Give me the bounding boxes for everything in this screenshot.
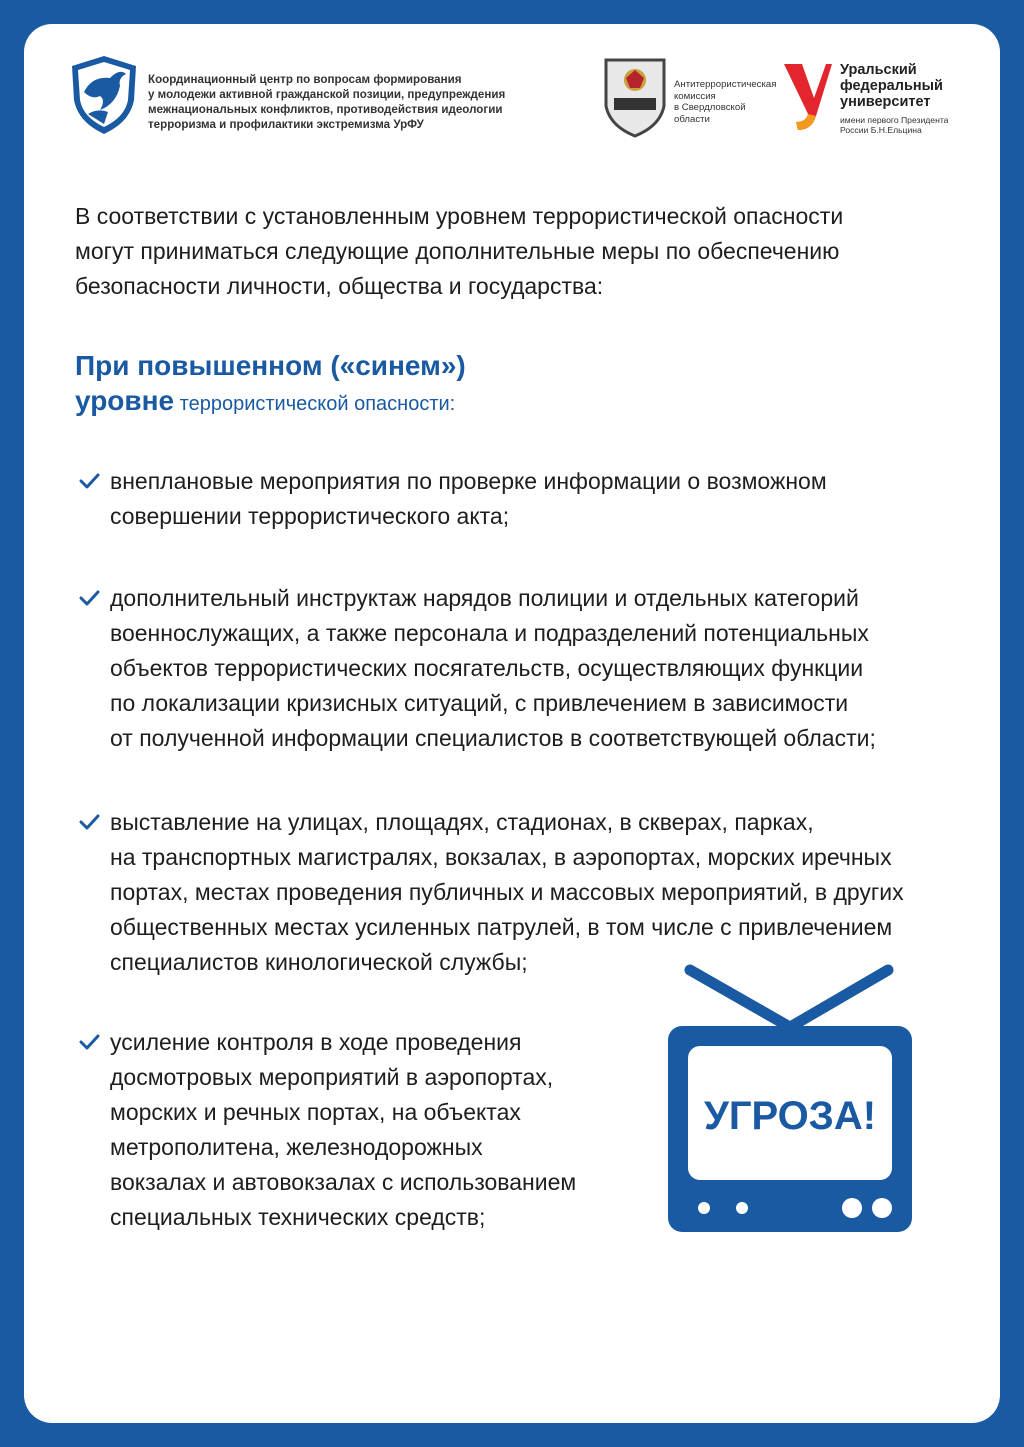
check-icon xyxy=(78,587,100,609)
list-item-line: специальных технических средств; xyxy=(110,1204,486,1230)
list-item-line: дополнительный инструктаж нарядов полиции и отдельных категорий xyxy=(110,585,859,611)
center-name-line: у молодежи активной гражданской позиции, предупреждения xyxy=(148,88,506,101)
dove-shield-icon xyxy=(70,54,138,136)
list-item xyxy=(78,464,958,534)
list-item-line: на транспортных магистралях, вокзалах, в аэропортах, морских иречных xyxy=(110,844,892,870)
list-item xyxy=(78,1025,638,1235)
urfu-name-line: университет xyxy=(840,94,931,110)
check-icon xyxy=(78,1031,100,1053)
poster-card xyxy=(24,24,1000,1423)
list-item-text xyxy=(110,805,904,980)
atk-name-line: области xyxy=(674,113,710,125)
urfu-subtitle xyxy=(840,115,990,135)
list-item-line: от полученной информации специалистов в соответствующей области; xyxy=(110,725,876,751)
intro-line: В соответствии с установленным уровнем террористической опасности xyxy=(75,203,844,229)
list-item-text xyxy=(110,464,827,534)
atk-name-line: комиссия xyxy=(674,90,716,102)
urfu-sub-line: имени первого Президента xyxy=(840,115,949,125)
atk-name xyxy=(674,79,784,125)
atk-name-line: Антитеррористическая xyxy=(674,79,777,90)
list-item-line: объектов террористических посягательств, осуществляющих функции xyxy=(110,655,864,681)
list-item-line: внеплановые мероприятия по проверке информации о возможном xyxy=(110,468,827,494)
center-name-line: межнациональных конфликтов, противодействия идеологии xyxy=(148,103,503,116)
center-name-line: терроризма и профилактики экстремизма УрФУ xyxy=(148,118,424,131)
urfu-name-line: федеральный xyxy=(840,78,943,94)
intro-paragraph xyxy=(75,199,955,304)
level-heading-rest: террористической опасности: xyxy=(174,393,456,415)
tv-label: УГРОЗА! xyxy=(703,1094,877,1138)
header xyxy=(24,24,1000,164)
urfu-name xyxy=(840,62,990,110)
list-item-line: общественных местах усиленных патрулей, в том числе с привлечением xyxy=(110,914,893,940)
atk-emblem-icon xyxy=(602,56,668,140)
intro-line: могут приниматься следующие дополнительные меры по обеспечению xyxy=(75,238,840,264)
list-item-line: специалистов кинологической службы; xyxy=(110,949,528,975)
list-item-line: портах, местах проведения публичных и массовых мероприятий, в других xyxy=(110,879,904,905)
urfu-name-line: Уральский xyxy=(840,62,917,78)
list-item xyxy=(78,805,978,980)
check-icon xyxy=(78,470,100,492)
list-item-line: вокзалах и автовокзалах с использованием xyxy=(110,1169,577,1195)
list-item-line: военнослужащих, а также персонала и подразделений потенциальных xyxy=(110,620,869,646)
list-item-line: досмотровых мероприятий в аэропортах, xyxy=(110,1064,554,1090)
list-item-line: по локализации кризисных ситуаций, с привлечением в зависимости xyxy=(110,690,849,716)
check-icon xyxy=(78,811,100,833)
atk-name-line: в Свердловской xyxy=(674,102,746,113)
list-item-text xyxy=(110,1025,576,1235)
list-item-line: выставление на улицах, площадях, стадионах, в скверах, парках, xyxy=(110,809,814,835)
intro-line: безопасности личности, общества и государства: xyxy=(75,273,604,299)
center-name-line: Координационный центр по вопросам формирования xyxy=(148,73,462,86)
tv-icon xyxy=(664,964,916,1234)
level-heading-line1: При повышенном («синем») xyxy=(75,350,466,381)
urfu-logo-icon xyxy=(780,60,836,134)
list-item-line: морских и речных портах, на объектах xyxy=(110,1099,521,1125)
list-item-line: совершении террористического акта; xyxy=(110,503,510,529)
list-item xyxy=(78,581,958,756)
coordination-center-name xyxy=(148,72,588,132)
list-item-text xyxy=(110,581,876,756)
level-heading-bold: уровне xyxy=(75,385,175,416)
list-item-line: усиление контроля в ходе проведения xyxy=(110,1029,522,1055)
list-item-line: метрополитена, железнодорожных xyxy=(110,1134,483,1160)
threat-level-heading xyxy=(75,348,775,418)
urfu-sub-line: России Б.Н.Ельцина xyxy=(840,125,922,135)
